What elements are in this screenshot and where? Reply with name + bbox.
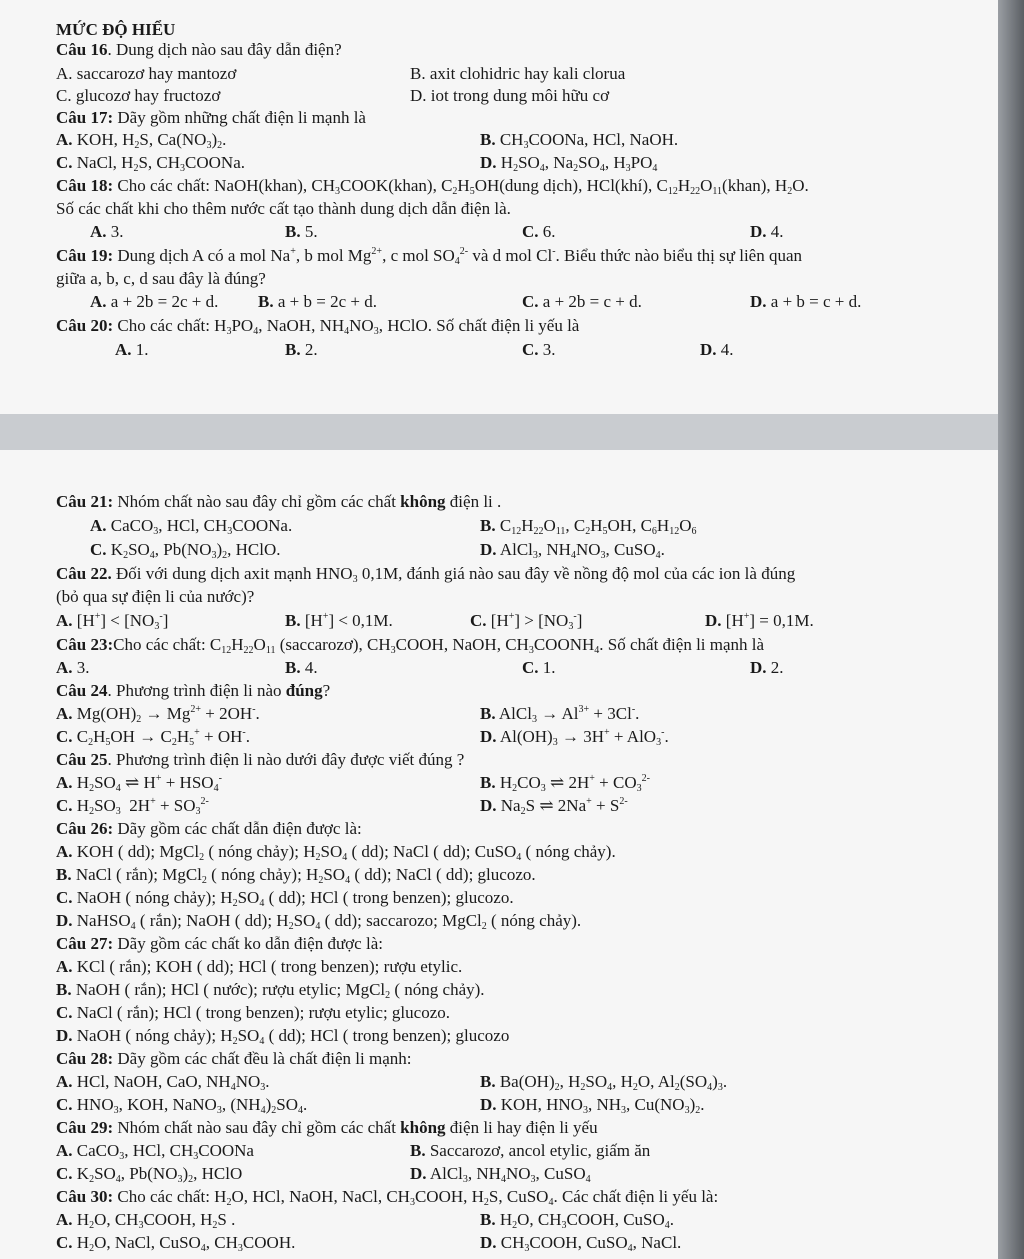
line-text: (bỏ qua sự điện li của nước)?: [56, 587, 255, 606]
line-text: Câu 30: Cho các chất: $H_2O$, HCl, NaOH, NaCl, $CH_3COOH$, $H_2S$, CuSO$_4$. Các chất điện li yếu là:: [56, 1187, 719, 1208]
line-text: A. a + 2b = 2c + d.: [90, 292, 219, 311]
option-text: B. Saccarozơ, ancol etylic, giấm ăn: [410, 1141, 651, 1160]
option-text: C. a + 2b = c + d.: [522, 292, 642, 311]
option-text: B. 4.: [285, 658, 318, 677]
option-text: B. axit clohidric hay kali clorua: [410, 64, 626, 83]
option-text: B. $CH_3COONa$, HCl, NaOH.: [480, 130, 679, 151]
line-text: Câu 27: Dãy gồm các chất ko dẫn điện được là:: [56, 934, 383, 953]
line-text: Câu 22. Đối với dung dịch axit mạnh $HNO_3$ 0,1M, đánh giá nào sau đây về nồng độ mol của các ion là đúng: [56, 564, 796, 585]
option-text: D. 4.: [750, 222, 784, 241]
line-text: A. $Mg(OH)_2 \to Mg^{2+} + 2OH^-$.: [56, 704, 260, 725]
line-text: C. $HNO_3$, KOH, NaNO$_3$, $(NH_4)_2SO_4$.: [56, 1095, 308, 1116]
option-text: D. KOH, $HNO_3$, $NH_3$, $Cu(NO_3)_2$.: [480, 1095, 705, 1116]
option-text: B. 5.: [285, 222, 318, 241]
option-text: B. $H_2CO_3$ ⇌ $2H^+ + CO_3^{2-}$: [480, 773, 650, 794]
line-text: Câu 20: Cho các chất: $H_3PO_4$, NaOH, $NH_4NO_3$, HClO. Số chất điện li yếu là: [56, 316, 580, 337]
option-text: D. iot trong dung môi hữu cơ: [410, 86, 610, 105]
line-text: Câu 18: Cho các chất: NaOH(khan), $CH_3COOK(khan)$, $C_2H_5OH(dung$ dịch), HCl(khí), $C_{12}H_{22}O_{11}(khan)$, $H_2O$.: [56, 176, 809, 197]
line-text: A. $H_2SO_4$ ⇌ $H^+ + HSO_4^-$: [56, 773, 222, 794]
line-text: Câu 29: Nhóm chất nào sau đây chỉ gồm các chất không điện li hay điện li yếu: [56, 1118, 598, 1137]
option-text: D. a + b = c + d.: [750, 292, 862, 311]
line-text: A. KOH, $H_2S$, $Ca(NO_3)_2$.: [56, 130, 227, 151]
option-text: B. [H+] < 0,1M.: [285, 611, 393, 630]
line-text: C. $H_2O$, NaCl, CuSO$_4$, $CH_3COOH$.: [56, 1233, 296, 1254]
line-text: giữa a, b, c, d sau đây là đúng?: [56, 269, 266, 288]
line-text: Câu 16. Dung dịch nào sau đây dẫn điện?: [56, 40, 342, 59]
option-text: D. AlCl$_3$, $NH_4NO_3$, CuSO$_4$: [410, 1164, 591, 1185]
option-text: C. 6.: [522, 222, 556, 241]
line-text: Câu 19: Dung dịch A có a mol Na+, b mol $Mg^{2+}$, c mol $SO_4^{2-}$ và d mol Cl-. Biểu thức nào biểu thị sự liên quan: [56, 246, 803, 267]
option-text: C. $[H^+] > [NO_3^-]$: [470, 611, 583, 632]
option-text: D. $H_2SO_4$, $Na_2SO_4$, $H_3PO_4$: [480, 153, 658, 174]
page-gap: [0, 414, 998, 450]
line-text: C. $C_2H_5OH \to C_2H_5^+ + OH^-$.: [56, 727, 250, 748]
line-text: C. glucozơ hay fructozơ: [56, 86, 221, 105]
line-text: Số các chất khi cho thêm nước cất tạo thành dung dịch dẫn điện là.: [56, 199, 511, 218]
line-text: A. KOH ( dd); MgCl$_2$ ( nóng chảy); $H_2SO_4$ ( dd); NaCl ( dd); CuSO$_4$ ( nóng chảy).: [56, 842, 616, 863]
option-text: C. 3.: [522, 340, 556, 359]
line-text: D. NaOH ( nóng chảy); $H_2SO_4$ ( dd); HCl ( trong benzen); glucozo: [56, 1026, 510, 1047]
line-text: C. $K_2SO_4$, $Pb(NO_3)_2$, HClO: [56, 1164, 243, 1185]
option-text: D. $Na_2S$ ⇌ $2Na^+ + S^{2-}$: [480, 796, 628, 817]
line-text: C. $K_2SO_4$, $Pb(NO_3)_2$, HClO.: [90, 540, 281, 561]
option-text: B. $C_{12}H_{22}O_{11}$, $C_2H_5OH$, $C_6H_{12}O_6$: [480, 516, 697, 537]
line-text: A. CaCO$_3$, HCl, $CH_3COONa$.: [90, 516, 293, 537]
line-text: B. NaCl ( rắn); MgCl$_2$ ( nóng chảy); $H_2SO_4$ ( dd); NaCl ( dd); glucozo.: [56, 865, 536, 886]
line-text: Câu 26: Dãy gồm các chất dẫn điện được là:: [56, 819, 362, 838]
line-text: MỨC ĐỘ HIỂU: [56, 20, 176, 39]
line-text: C. NaOH ( nóng chảy); $H_2SO_4$ ( dd); HCl ( trong benzen); glucozo.: [56, 888, 514, 909]
option-text: B. 2.: [285, 340, 318, 359]
screen-edge: [998, 0, 1024, 1259]
option-text: D. [H+] = 0,1M.: [705, 611, 814, 630]
line-text: Câu 21: Nhóm chất nào sau đây chỉ gồm các chất không điện li .: [56, 492, 502, 511]
line-text: A. HCl, NaOH, CaO, $NH_4NO_3$.: [56, 1072, 270, 1093]
line-text: Câu 25. Phương trình điện li nào dưới đây được viết đúng ?: [56, 750, 465, 769]
option-text: D. 2.: [750, 658, 784, 677]
line-text: B. NaOH ( rắn); HCl ( nước); rượu etylic; MgCl$_2$ ( nóng chảy).: [56, 980, 485, 1001]
line-text: Câu 28: Dãy gồm các chất đều là chất điện li mạnh:: [56, 1049, 412, 1068]
line-text: A. CaCO$_3$, HCl, $CH_3COONa$: [56, 1141, 254, 1162]
line-text: Câu 17: Dãy gồm những chất điện li mạnh là: [56, 108, 366, 127]
option-text: B. $Ba(OH)_2$, $H_2SO_4$, $H_2O$, $Al_2(SO_4)_3$.: [480, 1072, 728, 1093]
line-text: Câu 23:Cho các chất: $C_{12}H_{22}O_{11}$ (saccarozơ), $CH_3COOH$, NaOH, $CH_3COONH_4$. Số chất điện li mạnh là: [56, 635, 765, 656]
option-text: B. a + b = 2c + d.: [258, 292, 377, 311]
line-text: C. $H_2SO_3$ $2H^+ + SO_3^{2-}$: [56, 796, 209, 817]
option-text: D. $Al(OH)_3 \to 3H^+ + AlO_3^-$.: [480, 727, 669, 748]
line-text: C. NaCl, $H_2S$, $CH_3COONa$.: [56, 153, 245, 174]
option-text: B. $H_2O$, $CH_3COOH$, CuSO$_4$.: [480, 1210, 675, 1231]
line-text: A. $[H^+] < [NO_3^-]$: [56, 611, 169, 632]
option-text: D. $CH_3COOH$, CuSO$_4$, NaCl.: [480, 1233, 682, 1254]
line-text: A. $H_2O$, $CH_3COOH$, $H_2S$ .: [56, 1210, 236, 1231]
line-text: C. NaCl ( rắn); HCl ( trong benzen); rượu etylic; glucozo.: [56, 1003, 450, 1022]
line-text: A. 1.: [115, 340, 149, 359]
line-text: A. saccarozơ hay mantozơ: [56, 64, 237, 83]
line-text: D. NaHSO$_4$ ( rắn); NaOH ( dd); $H_2SO_4$ ( dd); saccarozo; MgCl$_2$ ( nóng chảy).: [56, 911, 582, 932]
line-text: A. 3.: [56, 658, 90, 677]
option-text: D. 4.: [700, 340, 734, 359]
line-text: Câu 24. Phương trình điện li nào đúng?: [56, 681, 331, 700]
option-text: C. 1.: [522, 658, 556, 677]
line-text: A. KCl ( rắn); KOH ( dd); HCl ( trong benzen); rượu etylic.: [56, 957, 463, 976]
option-text: B. AlCl$_3$ → $Al^{3+} + 3Cl^-$.: [480, 704, 640, 725]
line-text: A. 3.: [90, 222, 124, 241]
option-text: D. AlCl$_3$, $NH_4NO_3$, CuSO$_4$.: [480, 540, 665, 561]
